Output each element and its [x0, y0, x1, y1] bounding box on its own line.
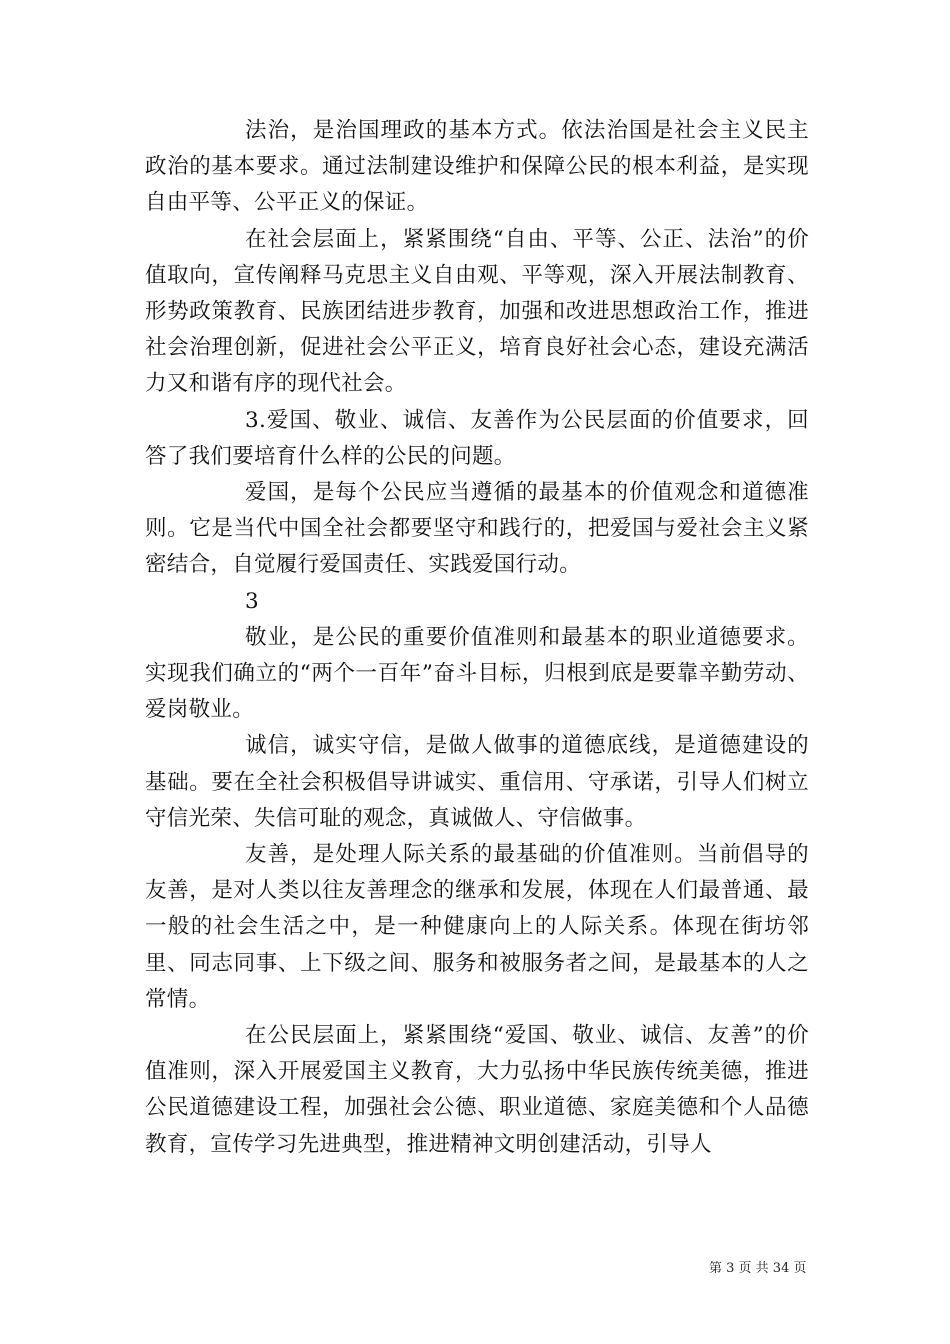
document-body: [145, 113, 809, 1163]
paragraph-patriotism: 爱国，是每个公民应当遵循的最基本的价值观念和道德准则。它是当代中国全社会都要坚守和践行的，把爱国与爱社会主义紧密结合，自觉履行爱国责任、实践爱国行动。: [145, 480, 809, 578]
paragraph-social-level: 在社会层面上，紧紧围绕“自由、平等、公正、法治”的价值取向，宣传阐释马克思主义自由观、平等观，深入开展法制教育、形势政策教育、民族团结进步教育，加强和改进思想政治工作，推进社会治理创新，促进社会公平正义，培育良好社会心态，建设充满活力又和谐有序的现代社会。: [145, 226, 809, 397]
paragraph-citizen-values-heading: 3.爱国、敬业、诚信、友善作为公民层面的价值要求，回答了我们要培育什么样的公民的问题。: [145, 407, 809, 469]
paragraph-rule-of-law: 法治，是治国理政的基本方式。依法治国是社会主义民主政治的基本要求。通过法制建设维护和保障公民的根本利益，是实现自由平等、公平正义的保证。: [145, 118, 809, 216]
paragraph-stray-number: 3: [245, 588, 259, 614]
paragraph-dedication: 敬业，是公民的重要价值准则和最基本的职业道德要求。实现我们确立的“两个一百年”奋斗目标，归根到底是要靠辛勤劳动、爱岗敬业。: [145, 624, 809, 723]
paragraph-integrity: 诚信，诚实守信，是做人做事的道德底线，是道德建设的基础。要在全社会积极倡导讲诚实、重信用、守承诺，引导人们树立守信光荣、失信可耻的观念，真诚做人、守信做事。: [145, 733, 809, 831]
page-number-footer: 第 3 页 共 34 页: [709, 1261, 807, 1276]
paragraph-citizen-level: 在公民层面上，紧紧围绕“爱国、敬业、诚信、友善”的价值准则，深入开展爱国主义教育，大力弘扬中华民族传统美德，推进公民道德建设工程，加强社会公德、职业道德、家庭美德和个人品德教育，宣传学习先进典型，推进精神文明创建活动，引导人: [145, 1023, 809, 1157]
paragraph-friendliness: 友善，是处理人际关系的最基础的价值准则。当前倡导的友善，是对人类以往友善理念的继承和发展，体现在人们最普通、最一般的社会生活之中，是一种健康向上的人际关系。体现在街坊邻里、同志同事、上下级之间、服务和被服务者之间，是最基本的人之常情。: [145, 842, 809, 1012]
